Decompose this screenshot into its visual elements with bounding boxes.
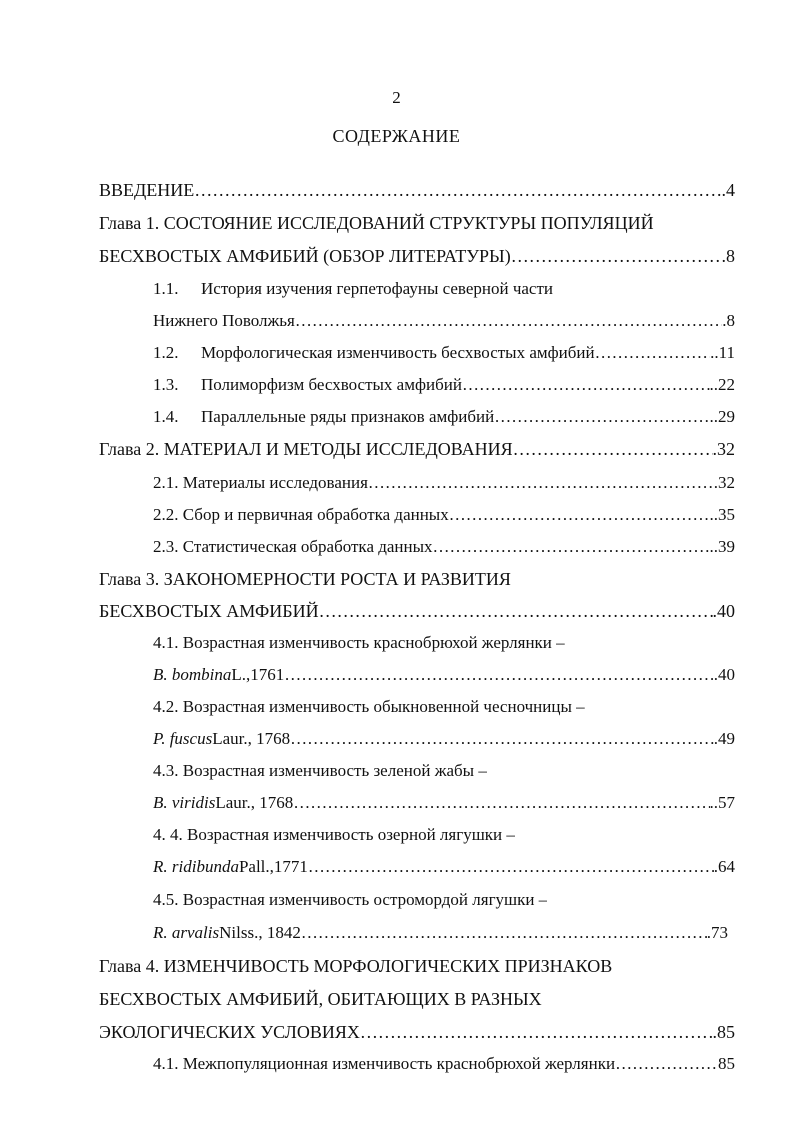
toc-entry-page: .32	[713, 473, 735, 492]
toc-entry	[99, 988, 542, 1010]
toc-entry	[153, 856, 735, 878]
toc-entry-text: БЕСХВОСТЫХ АМФИБИЙ (ОБЗОР ЛИТЕРАТУРЫ)	[99, 246, 511, 266]
toc-entry	[153, 632, 565, 654]
toc-entry-page: ..29	[709, 407, 735, 426]
toc-entry-page: 85	[718, 1054, 735, 1073]
toc-leader-dots	[513, 438, 713, 460]
toc-entry-text: 4.5. Возрастная изменчивость остромордой лягушки –	[153, 890, 548, 909]
toc-leader-dots	[295, 310, 722, 332]
toc-entry-page: .64	[713, 857, 735, 876]
toc-leader-dots	[301, 922, 707, 944]
toc-species-author: Laur., 1768	[215, 793, 294, 812]
toc-entry	[153, 374, 735, 396]
toc-entry	[99, 1021, 735, 1043]
toc-entry	[153, 278, 553, 300]
toc-species-author: Laur., 1768	[212, 729, 291, 748]
toc-species-name: R. ridibunda	[153, 857, 239, 876]
toc-species-author: Nilss., 1842	[219, 923, 301, 942]
toc-entry-number: 1.1.	[153, 279, 179, 298]
toc-entry	[99, 245, 735, 267]
toc-entry	[99, 212, 654, 234]
toc-entry-text: Морфологическая изменчивость бесхвостых амфибий	[201, 343, 595, 362]
toc-leader-dots	[494, 406, 709, 428]
toc-entry-text: 4.1. Межпопуляционная изменчивость краснобрюхой жерлянки	[153, 1054, 616, 1073]
toc-leader-dots	[194, 179, 721, 201]
page-title: СОДЕРЖАНИЕ	[332, 126, 461, 146]
toc-entry	[99, 568, 511, 590]
toc-entry	[153, 728, 735, 750]
toc-entry-text: 4. 4. Возрастная изменчивость озерной лягушки –	[153, 825, 515, 844]
page-number: 2	[392, 88, 401, 107]
toc-leader-dots	[433, 536, 710, 558]
toc-leader-dots	[615, 1053, 718, 1075]
toc-entry-number: 1.3.	[153, 375, 179, 394]
toc-leader-dots	[449, 504, 710, 526]
toc-entry-page: ..39	[709, 537, 735, 556]
toc-leader-dots	[293, 792, 709, 814]
toc-entry	[153, 536, 735, 558]
toc-entry	[153, 664, 735, 686]
toc-entry-page: ..35	[709, 505, 735, 524]
toc-entry-text: Глава 2. МАТЕРИАЛ И МЕТОДЫ ИССЛЕДОВАНИЯ	[99, 439, 513, 459]
toc-leader-dots	[595, 342, 711, 364]
toc-entry-text: 4.1. Возрастная изменчивость краснобрюхой жерлянки –	[153, 633, 565, 652]
toc-entry-text: 4.2. Возрастная изменчивость обыкновенной чесночницы –	[153, 697, 585, 716]
toc-entry-page: ..22	[709, 375, 735, 394]
toc-entry-page: .8	[721, 246, 735, 266]
toc-entry-page: ..57	[709, 793, 735, 812]
toc-entry	[99, 438, 735, 460]
toc-entry	[153, 824, 515, 846]
toc-entry	[153, 342, 735, 364]
toc-species-name: B. bombina	[153, 665, 232, 684]
toc-leader-dots	[290, 728, 714, 750]
toc-leader-dots	[511, 245, 722, 267]
toc-entry-text: БЕСХВОСТЫХ АМФИБИЙ, ОБИТАЮЩИХ В РАЗНЫХ	[99, 989, 542, 1009]
toc-entry-text: Глава 4. ИЗМЕНЧИВОСТЬ МОРФОЛОГИЧЕСКИХ ПРИЗНАКОВ	[99, 956, 613, 976]
toc-entry-text: 2.3. Статистическая обработка данных	[153, 537, 433, 556]
toc-species-author: L.,1761	[231, 665, 285, 684]
toc-entry-text: 2.2. Сбор и первичная обработка данных	[153, 505, 449, 524]
toc-entry-page: .32	[712, 439, 735, 459]
toc-entry-text: 2.1. Материалы исследования	[153, 473, 368, 492]
toc-species-name: P. fuscus	[153, 729, 213, 748]
toc-leader-dots	[284, 664, 713, 686]
toc-entry	[153, 889, 547, 911]
toc-entry-text: История изучения герпетофауны северной части	[201, 279, 554, 298]
toc-entry-text: ЭКОЛОГИЧЕСКИХ УСЛОВИЯХ	[99, 1022, 360, 1042]
toc-entry-page: .73	[706, 923, 728, 942]
toc-entry-text: Глава 3. ЗАКОНОМЕРНОСТИ РОСТА И РАЗВИТИЯ	[99, 569, 511, 589]
toc-entry	[99, 955, 612, 977]
toc-entry	[99, 179, 735, 201]
toc-entry	[153, 922, 728, 944]
toc-entry	[153, 696, 585, 718]
toc-leader-dots	[308, 856, 714, 878]
toc-entry-text: ВВЕДЕНИЕ	[99, 180, 195, 200]
toc-entry-page: .8	[722, 311, 735, 330]
toc-entry	[153, 792, 735, 814]
toc-leader-dots	[360, 1021, 713, 1043]
toc-entry-number: 1.4.	[153, 407, 179, 426]
toc-leader-dots	[368, 472, 714, 494]
toc-entry	[99, 600, 735, 622]
toc-entry	[153, 310, 735, 332]
toc-entry-page: .85	[712, 1022, 735, 1042]
toc-entry-page: .4	[721, 180, 735, 200]
toc-entry-page: .40	[713, 665, 735, 684]
toc-leader-dots	[319, 600, 713, 622]
toc-entry-text: Нижнего Поволжья	[153, 311, 295, 330]
toc-entry	[153, 406, 735, 428]
toc-entry-text: Глава 1. СОСТОЯНИЕ ИССЛЕДОВАНИЙ СТРУКТУРЫ ПОПУЛЯЦИЙ	[99, 213, 654, 233]
toc-species-name: B. viridis	[153, 793, 216, 812]
toc-entry	[153, 1053, 735, 1075]
toc-entry	[153, 504, 735, 526]
toc-leader-dots	[462, 374, 710, 396]
toc-entry	[153, 760, 487, 782]
toc-entry-text: БЕСХВОСТЫХ АМФИБИЙ	[99, 601, 319, 621]
toc-species-author: Pall.,1771	[238, 857, 308, 876]
toc-entry-text: 4.3. Возрастная изменчивость зеленой жабы –	[153, 761, 487, 780]
toc-entry	[153, 472, 735, 494]
toc-entry-page: .40	[712, 601, 735, 621]
toc-entry-number: 1.2.	[153, 343, 179, 362]
toc-entry-text: Параллельные ряды признаков амфибий	[201, 407, 495, 426]
toc-entry-text: Полиморфизм бесхвостых амфибий	[201, 375, 462, 394]
toc-entry-page: .49	[713, 729, 735, 748]
toc-species-name: R. arvalis	[153, 923, 220, 942]
toc-entry-page: ..11	[710, 343, 735, 362]
